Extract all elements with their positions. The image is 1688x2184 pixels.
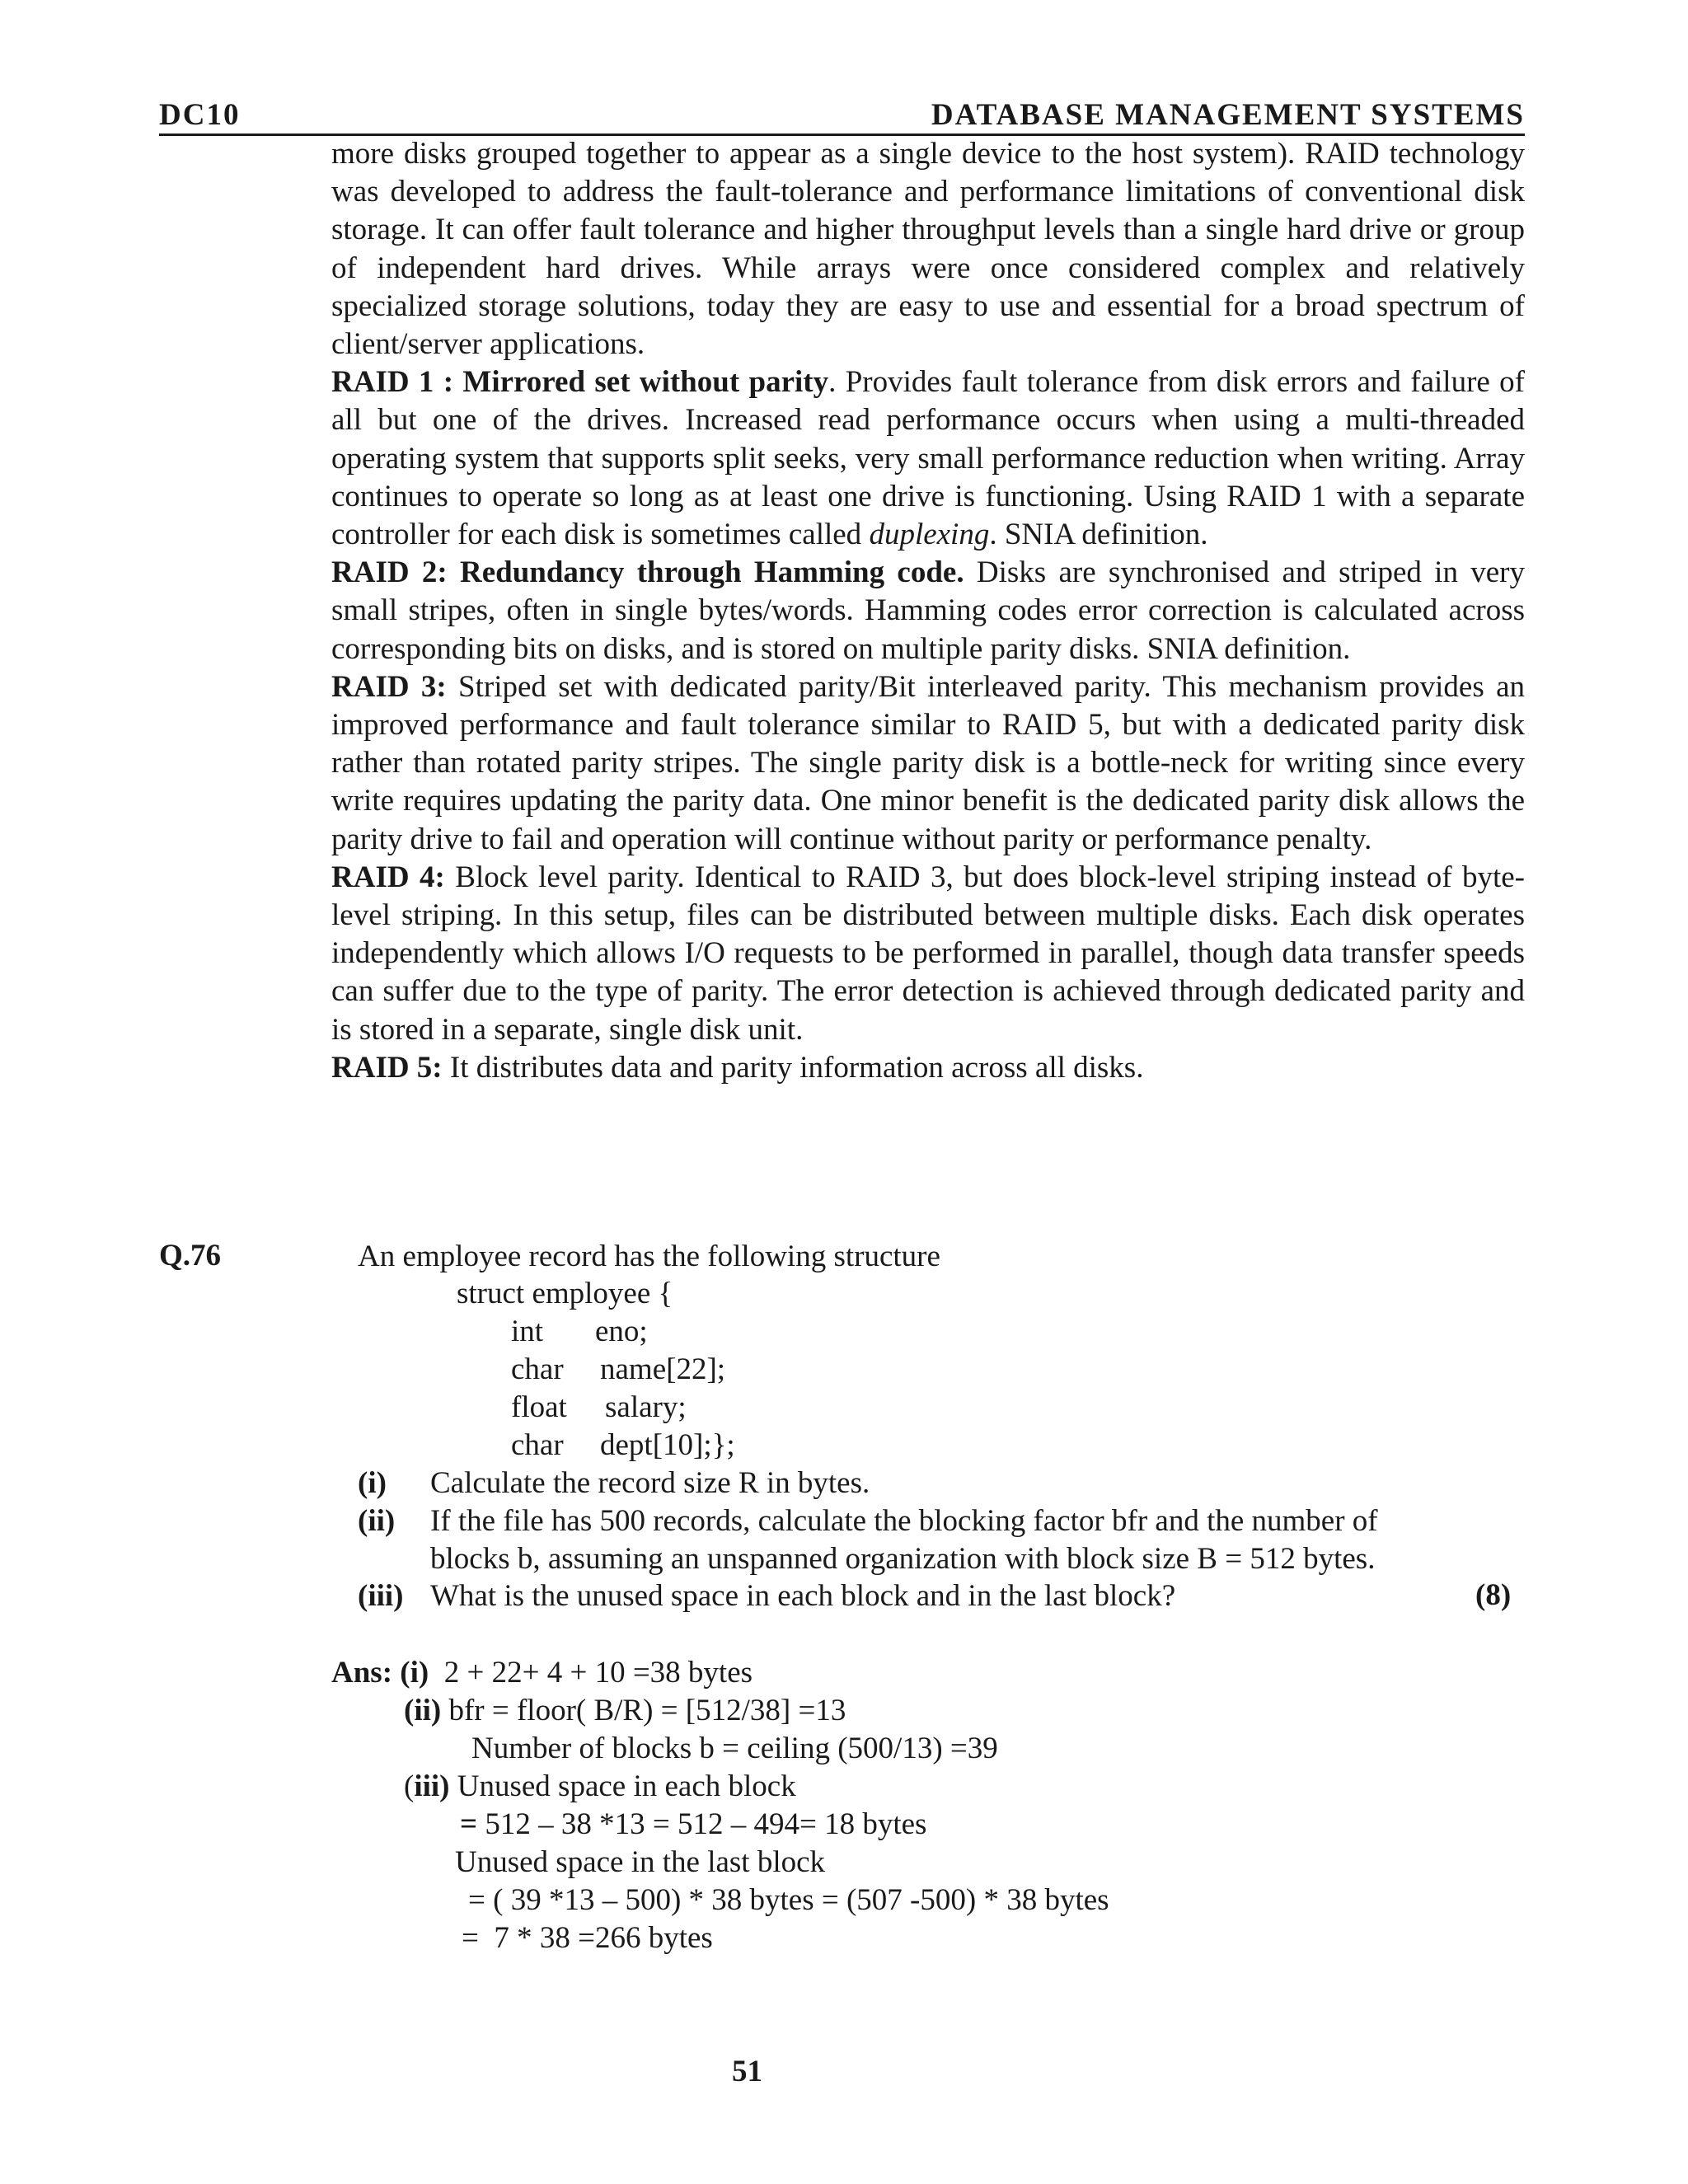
raid1-italic-term: duplexing <box>869 518 990 552</box>
marks: (8) <box>1475 1578 1512 1612</box>
equals-sign: = <box>460 1807 478 1841</box>
answer-i-text: 2 + 22+ 4 + 10 =38 bytes <box>443 1656 753 1690</box>
raid-section <box>331 135 1525 1087</box>
raid2-text: Disks are synchronised and striped in very small stripes, often in single bytes/words. Hamming codes error correction is calculated across corresponding bits on disks, and is stored on multiple parity disks. SNIA definition. <box>331 555 1525 666</box>
field-type: float <box>511 1390 567 1424</box>
question-number: Q.76 <box>159 1239 222 1272</box>
answer-iii-line2 <box>460 1807 926 1842</box>
answer-part-ii <box>404 1693 846 1728</box>
part-label: (ii) <box>358 1504 396 1538</box>
question-intro: An employee record has the following structure <box>358 1240 940 1273</box>
raid3-text: Striped set with dedicated parity/Bit interleaved parity. This mechanism provides an improved performance and fault tolerance similar to RAID 5, but with a dedicated parity disk rather than rotated parity stripes. The single parity disk is a bottle-neck for writing since every write requires updating the parity data. One minor benefit is the dedicated parity disk allows the parity drive to fail and operation will continue without parity or performance penalty. <box>331 669 1525 856</box>
field-type: char <box>511 1428 564 1462</box>
answer-ii-label: (ii) <box>404 1694 442 1727</box>
raid1-text: . Provides fault tolerance from disk errors and failure of all but one of the drives. Increased read performance occurs when using a multi-threaded operating system that supports split seeks, very small performance reduction when writing. Array continues to operate so long as at least one drive is functioning. Using RAID 1 with a separate controller for each disk is sometimes called <box>331 365 1525 552</box>
answer-iii-open: ( <box>404 1769 415 1803</box>
field-type: char <box>511 1352 564 1386</box>
course-code: DC10 <box>159 98 241 132</box>
part-text: If the file has 500 records, calculate the blocking factor bfr and the number of blocks b, assuming an unspanned organization with block size B = 512 bytes. <box>430 1504 1378 1577</box>
raid4-text: Block level parity. Identical to RAID 3, but does block-level striping instead of byte-level striping. In this setup, files can be distributed between multiple disks. Each disk operates independently which allows I/O requests to be performed in parallel, though data transfer speeds can suffer due to the type of parity. The error detection is achieved through dedicated parity and is stored in a separate, single disk unit. <box>331 860 1525 1047</box>
answer-ii-text: bfr = floor( B/R) = [512/38] =13 <box>448 1694 846 1727</box>
struct-open: struct employee { <box>457 1277 673 1310</box>
raid3-paragraph <box>331 668 1525 859</box>
page-header <box>159 97 1525 136</box>
answer-iii-text: Unused space in each block <box>457 1769 796 1803</box>
raid2-title: RAID 2: Redundancy through Hamming code. <box>331 555 964 590</box>
part-text: Calculate the record size R in bytes. <box>430 1466 870 1500</box>
answer-iii-line3: Unused space in the last block <box>455 1845 826 1879</box>
part-text: What is the unused space in each block and in the last block? <box>430 1579 1176 1613</box>
part-label: (iii) <box>358 1579 404 1613</box>
raid3-title: RAID 3: <box>331 669 447 704</box>
answer-iii-label: iii) <box>414 1769 450 1803</box>
raid4-paragraph <box>331 859 1525 1049</box>
raid5-paragraph <box>331 1049 1525 1087</box>
field-type: int <box>511 1315 544 1348</box>
raid2-paragraph <box>331 554 1525 668</box>
raid1-paragraph <box>331 363 1525 554</box>
field-name: dept[10];}; <box>600 1428 735 1462</box>
page-number: 51 <box>732 2055 762 2088</box>
raid-intro-paragraph: more disks grouped together to appear as a single device to the host system). RAID technology was developed to address the fault-tolerance and performance limitations of conventional disk storage. It can offer fault tolerance and higher throughput levels than a single hard drive or group of independent hard drives. While arrays were once considered complex and relatively specialized storage solutions, today they are easy to use and essential for a broad spectrum of client/server applications. <box>331 137 1525 362</box>
raid1-title: RAID 1 : Mirrored set without parity <box>331 365 829 400</box>
raid5-text: It distributes data and parity information across all disks. <box>442 1050 1144 1085</box>
answer-part-iii <box>404 1769 796 1804</box>
raid5-title: RAID 5: <box>331 1050 443 1085</box>
part-label: (i) <box>358 1466 387 1500</box>
answer-iii-line4: = ( 39 *13 – 500) * 38 bytes = (507 -500) * 38 bytes <box>468 1883 1109 1917</box>
field-name: eno; <box>595 1315 648 1348</box>
answer-label: Ans: <box>331 1656 393 1690</box>
answer-i-label: (i) <box>400 1656 429 1690</box>
raid1-text-end: . SNIA definition. <box>989 518 1208 552</box>
answer-iii-line5: = 7 * 38 =266 bytes <box>462 1921 713 1955</box>
field-name: salary; <box>605 1390 687 1424</box>
subject-title: DATABASE MANAGEMENT SYSTEMS <box>931 98 1525 132</box>
answer-part-i <box>331 1655 753 1690</box>
answer-iii-calc: 512 – 38 *13 = 512 – 494= 18 bytes <box>485 1807 927 1841</box>
answer-blocks: Number of blocks b = ceiling (500/13) =39 <box>471 1732 998 1765</box>
field-name: name[22]; <box>600 1352 726 1386</box>
raid4-title: RAID 4: <box>331 860 445 894</box>
